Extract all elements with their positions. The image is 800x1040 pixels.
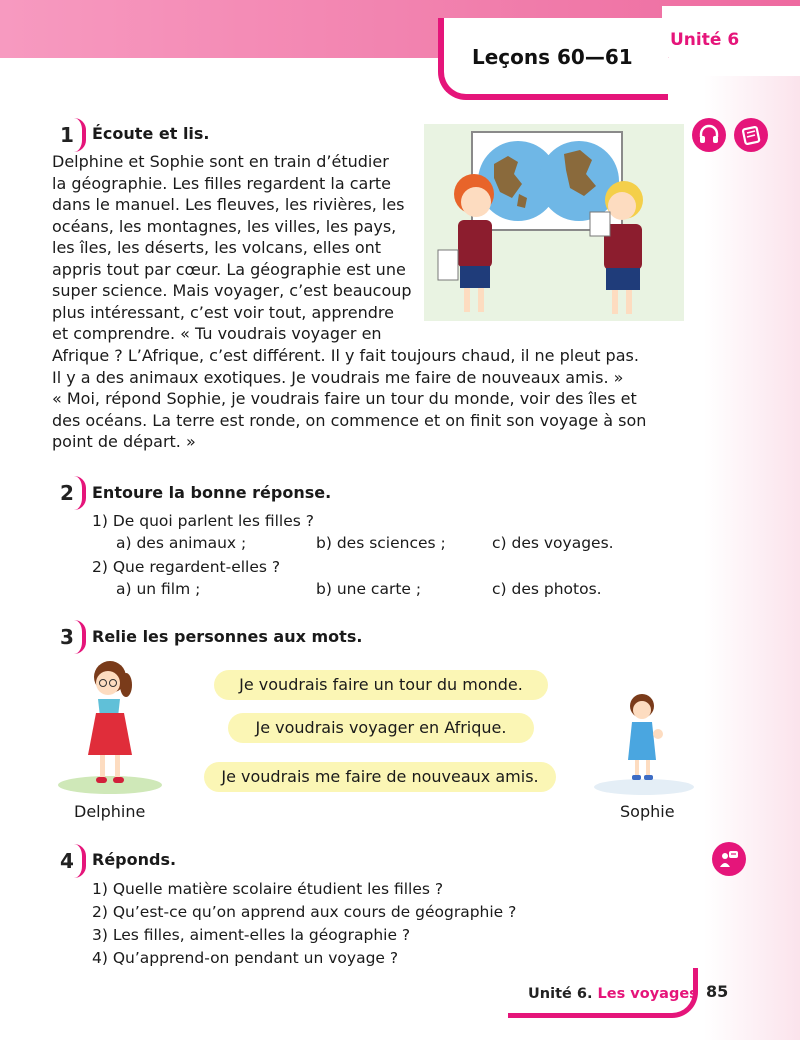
side-gradient-strip — [704, 0, 800, 1040]
speech-bubbles-icon[interactable] — [712, 842, 746, 876]
exercise-1-number: 1 — [52, 120, 82, 150]
phrase-pill[interactable]: Je voudrais voyager en Afrique. — [228, 713, 534, 743]
lesson-title: Leçons 60—61 — [472, 45, 633, 69]
answer-option[interactable]: c) des photos. — [492, 580, 602, 598]
question-text: 2) Que regardent-elles ? — [92, 558, 281, 576]
answer-option[interactable]: a) des animaux ; — [116, 534, 247, 552]
exercise-2-number: 2 — [52, 478, 82, 508]
exercise-2-title: Entoure la bonne réponse. — [92, 483, 332, 502]
text-line: appris tout par cœur. La géographie est une — [52, 259, 406, 279]
text-line: « Moi, répond Sophie, je voudrais faire un tour du monde, voir des îles et — [52, 389, 637, 408]
phrase-pill[interactable]: Je voudrais faire un tour du monde. — [214, 670, 548, 700]
text-line: Afrique ? L’Afrique, c’est différent. Il y fait toujours chaud, il ne pleut pas. — [52, 346, 639, 365]
text-line: super science. Mais voyager, c’est beaucoup — [52, 281, 412, 300]
sophie-illustration — [590, 690, 700, 798]
text-line: la géographie. Les filles regardent la carte — [52, 173, 392, 193]
exercise-1-text-top — [52, 151, 422, 345]
text-line: dans le manuel. Les fleuves, les rivières, les — [52, 195, 405, 214]
text-line: des océans. La terre est ronde, on commence et on finit son voyage à son — [52, 410, 647, 430]
girls-with-map-illustration — [424, 124, 684, 321]
text-line: Il y a des animaux exotiques. Je voudrais me faire de nouveaux amis. » — [52, 367, 624, 387]
unit-label: Unité — [670, 30, 722, 50]
headphones-icon[interactable] — [692, 118, 726, 152]
text-line: point de départ. » — [52, 432, 196, 451]
question-text: 2) Qu’est-ce qu’on apprend aux cours de géographie ? — [92, 903, 517, 921]
exercise-3-number: 3 — [52, 622, 82, 652]
question-text: 3) Les filles, aiment-elles la géographie ? — [92, 926, 411, 944]
delphine-illustration — [52, 655, 172, 797]
answer-option[interactable]: b) une carte ; — [316, 580, 422, 598]
text-line: plus intéressant, c’est voir tout, apprendre — [52, 302, 394, 322]
answer-option[interactable]: a) un film ; — [116, 580, 201, 598]
text-line: Delphine et Sophie sont en train d’étudier — [52, 152, 389, 171]
question-text: 1) Quelle matière scolaire étudient les filles ? — [92, 880, 444, 898]
exercise-1-text-bottom — [52, 345, 667, 453]
footer-unit-name: Les voyages — [597, 986, 698, 1002]
question-text: 1) De quoi parlent les filles ? — [92, 512, 314, 530]
unit-tag — [670, 30, 739, 50]
sophie-label: Sophie — [620, 802, 675, 821]
text-line: océans, les montagnes, les villes, les pays, — [52, 216, 397, 236]
unit-number: 6 — [727, 30, 740, 50]
exercise-3-title: Relie les personnes aux mots. — [92, 627, 363, 646]
phrase-pill[interactable]: Je voudrais me faire de nouveaux amis. — [204, 762, 556, 792]
text-line: et comprendre. « Tu voudrais voyager en — [52, 324, 382, 343]
exercise-4-title: Réponds. — [92, 850, 177, 869]
footer-unit — [528, 986, 698, 1002]
book-icon[interactable] — [734, 118, 768, 152]
question-text: 4) Qu’apprend-on pendant un voyage ? — [92, 949, 399, 967]
exercise-1-title: Écoute et lis. — [92, 124, 210, 143]
answer-option[interactable]: c) des voyages. — [492, 534, 614, 552]
text-line: les îles, les déserts, les volcans, elles ont — [52, 238, 382, 257]
footer-unit-prefix: Unité 6. — [528, 986, 593, 1002]
delphine-label: Delphine — [74, 802, 146, 821]
answer-option[interactable]: b) des sciences ; — [316, 534, 446, 552]
page-number: 85 — [706, 982, 729, 1001]
exercise-4-number: 4 — [52, 846, 82, 876]
